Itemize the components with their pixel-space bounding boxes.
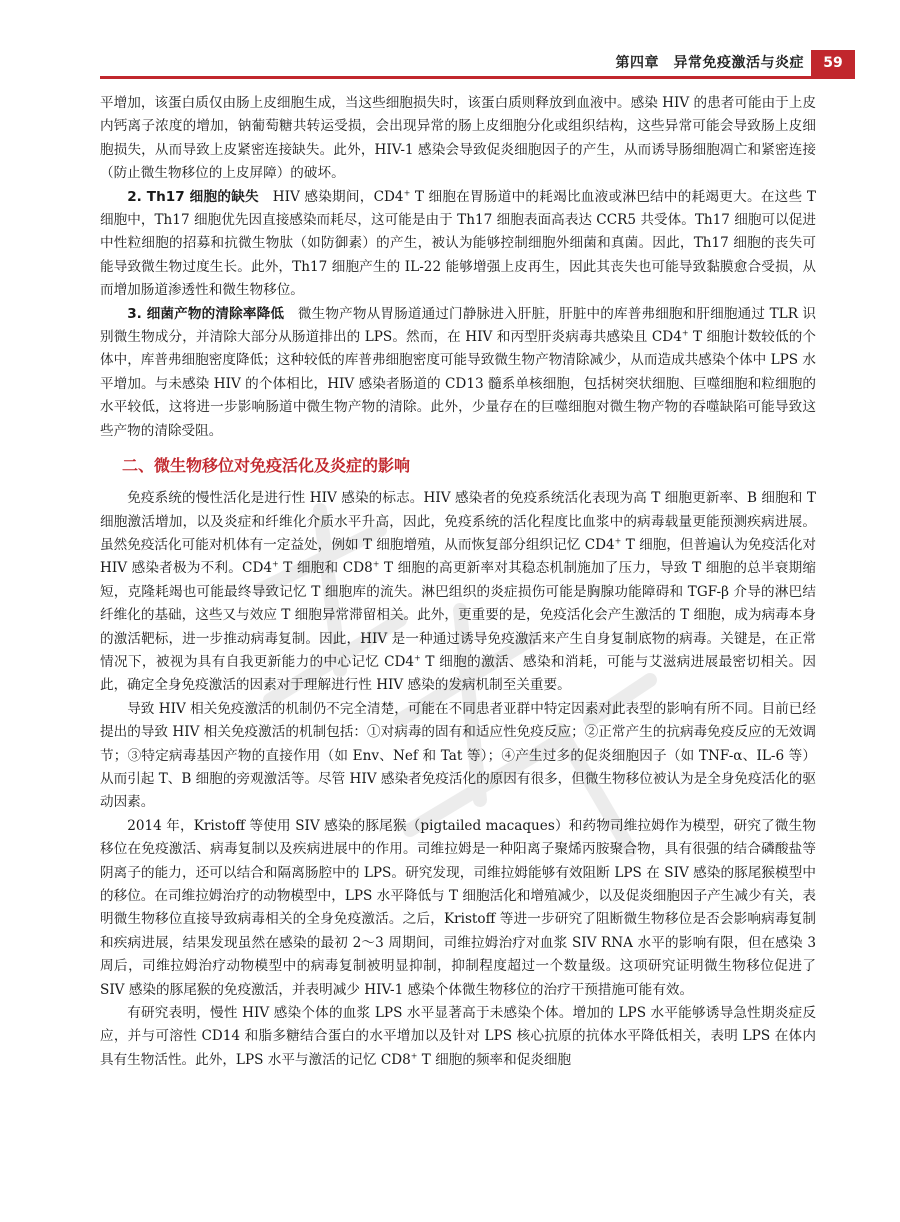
th17-text-a: HIV 感染期间，CD4 xyxy=(272,188,404,205)
header-divider xyxy=(100,76,855,79)
lps-text-a: 有研究表明，慢性 HIV 感染个体的血浆 LPS 水平显著高于未感染个体。增加的 LPS 水平能够诱导急性期炎症反应，并与可溶性 CD14 和脂多糖结合蛋白的水平增加以及针对 LPS 核心抗原的抗体水平降低相关，表明 LPS 在体内具有生物活性。此外，LPS 水平与激活的记忆 CD8 xyxy=(100,1005,816,1068)
superscript: + xyxy=(681,328,689,338)
section-heading: 二、微生物移位对免疫活化及炎症的影响 xyxy=(122,456,411,476)
superscript: + xyxy=(372,559,380,569)
clearance-text-a: 微生物产物从胃肠道通过门静脉进入肝脏，肝脏中的库普弗细胞和肝细胞通过 TLR 识别微生物成分，并清除大部分从肠道排出的 LPS。然而，在 HIV 和丙型肝炎病毒共感染且 CD4 xyxy=(100,305,817,346)
paragraph-th17 xyxy=(100,186,816,303)
paragraph-immune-activation xyxy=(100,487,816,698)
page-number: 59 xyxy=(811,50,855,76)
paragraph-kristoff: 2014 年，Kristoff 等使用 SIV 感染的豚尾猴（pigtailed macaques）和药物司维拉姆作为模型，研究了微生物移位在免疫激活、病毒复制以及疾病进展中的作用。司维拉姆是一种阳离子聚烯丙胺聚合物，具有很强的结合磷酸盐等阴离子的能力，还可以结合和隔离肠腔中的 LPS。研究发现，司维拉姆能够有效阻断 LPS 在 SIV 感染的豚尾猴模型中的移位。在司维拉姆治疗的动物模型中，LPS 水平降低与 T 细胞活化和增殖减少，以及促炎细胞因子产生减少有关，表明微生物移位直接导致病毒相关的全身免疫激活。之后，Kristoff 等进一步研究了阻断微生物移位是否会影响病毒复制和疾病进展，结果发现虽然在感染的最初 2～3 周期间，司维拉姆治疗对血浆 SIV RNA 水平的影响有限，但在感染 3 周后，司维拉姆治疗动物模型中的病毒复制被明显抑制，抑制程度超过一个数量级。这项研究证明微生物移位促进了 SIV 感染的豚尾猴的免疫激活，并表明减少 HIV-1 感染个体微生物移位的治疗干预措施可能有效。 xyxy=(100,817,816,998)
paragraph-lps xyxy=(100,1002,816,1072)
activation-text-e: T 细胞的激活、感染和消耗，可能与艾滋病进展最密切相关。因此，确定全身免疫激活的因素对于理解进行性 HIV 感染的发病机制至关重要。 xyxy=(100,653,816,694)
clearance-text-b: T 细胞计数较低的个体中，库普弗细胞密度降低；这种较低的库普弗细胞密度可能导致微生物产物清除减少，从而造成共感染个体中 LPS 水平增加。与未感染 HIV 的个体相比，HIV 感染者肠道的 CD13 髓系单核细胞，包括树突状细胞、巨噬细胞和粒细胞的水平较低，这将进一步影响肠道中微生物产物的清除。此外，少量存在的巨噬细胞对微生物产物的吞噬缺陷可能导致这些产物的清除受阻。 xyxy=(100,329,816,439)
activation-text-a: 免疫系统的慢性活化是进行性 HIV 感染的标志。HIV 感染者的免疫系统活化表现为高 T 细胞更新率、B 细胞和 T 细胞激活增加，以及炎症和纤维化介质水平升高，因此，免疫系统的活化程度比血浆中的病毒载量更能预测疾病进展。虽然免疫活化可能对机体有一定益处，例如 T 细胞增殖，从而恢复部分组织记忆 CD4 xyxy=(100,490,816,553)
activation-text-d: T 细胞的高更新率对其稳态机制施加了压力，导致 T 细胞的总半衰期缩短，克隆耗竭也可能最终导致记忆 T 细胞库的流失。淋巴组织的炎症损伤可能是胸腺功能障碍和 TGF-β 介导的淋巴结纤维化的基础，这些又与效应 T 细胞异常滞留相关。此外，更重要的是，免疫活化会产生激活的 T 细胞，成为病毒本身的激活靶标，进一步推动病毒复制。因此，HIV 是一种通过诱导免疫激活来产生自身复制底物的病毒。关键是，在正常情况下，被视为具有自我更新能力的中心记忆 CD4 xyxy=(100,560,816,670)
paragraph-clearance xyxy=(100,303,816,443)
superscript: + xyxy=(403,188,411,198)
paragraph-1: 平增加，该蛋白质仅由肠上皮细胞生成，当这些细胞损失时，该蛋白质则释放到血液中。感染 HIV 的患者可能由于上皮内钙离子浓度的增加，钠葡萄糖共转运受损，会出现异常的肠上皮细胞分化或组织结构，这些异常可能会导致肠上皮细胞损失，从而导致上皮紧密连接缺失。此外，HIV-1 感染会导致促炎细胞因子的产生，从而诱导肠细胞凋亡和紧密连接（防止微生物移位的上皮屏障）的破坏。 xyxy=(100,95,816,182)
superscript: + xyxy=(272,559,279,569)
clearance-heading: 3. 细菌产物的清除率降低 xyxy=(127,305,285,322)
main-content xyxy=(100,92,816,1072)
chapter-title: 第四章 异常免疫激活与炎症 xyxy=(615,55,804,71)
paragraph-mechanisms: 导致 HIV 相关免疫激活的机制仍不完全清楚，可能在不同患者亚群中特定因素对此表型的影响有所不同。目前已经提出的导致 HIV 相关免疫激活的机制包括：①对病毒的固有和适应性免疫反应；②正常产生的抗病毒免疫反应的无效调节；③特定病毒基因产物的直接作用（如 Env、Nef 和 Tat 等）；④产生过多的促炎细胞因子（如 TNF-α、IL-6 等）从而引起 T、B 细胞的旁观激活等。尽管 HIV 感染者免疫活化的原因有很多，但微生物移位被认为是全身免疫活化的驱动因素。 xyxy=(100,700,816,811)
superscript: + xyxy=(614,536,622,546)
lps-text-b: T 细胞的频率和促炎细胞 xyxy=(417,1051,572,1068)
th17-text-b: T 细胞在胃肠道中的耗竭比血液或淋巴结中的耗竭更大。在这些 T 细胞中，Th17 细胞优先因直接感染而耗尽，这可能是由于 Th17 细胞表面高表达 CCR5 共受体。Th17 细胞可以促进中性粒细胞的招募和抗微生物肽（如防御素）的产生，被认为能够控制细胞外细菌和真菌。因此，Th17 细胞的丧失可能导致微生物过度生长。此外，Th17 细胞产生的 IL-22 能够增强上皮再生，因此其丧失也可能导致黏膜愈合受损，从而增加肠道渗透性和微生物移位。 xyxy=(100,188,816,299)
page-header xyxy=(0,50,900,76)
activation-text-c: T 细胞和 CD8 xyxy=(278,560,373,577)
th17-heading: 2. Th17 细胞的缺失 xyxy=(127,188,259,205)
superscript: + xyxy=(410,1051,418,1061)
activation-text-b: T 细胞，但普遍认为免疫活化对 HIV 感染者极为不利。CD4 xyxy=(100,536,816,577)
superscript: + xyxy=(414,653,421,663)
